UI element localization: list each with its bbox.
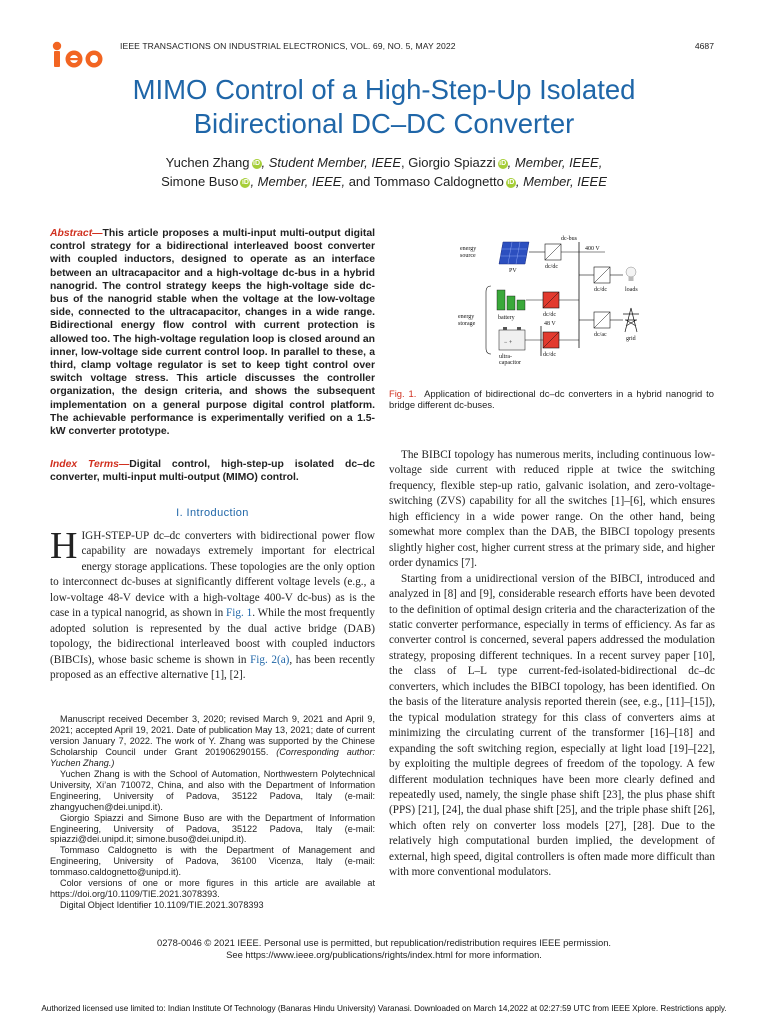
drop-cap: H — [50, 525, 78, 567]
footnote-affiliation: Yuchen Zhang is with the School of Automation, Northwestern Polytechnical University, Xi’an 710072, China, and also with the Department of Information Engineering, University of Padova, 35122 Padova, Italy (e-mail: zhangyuchen@dei.unipd.it). — [50, 768, 375, 812]
abstract-label: Abstract— — [50, 228, 103, 239]
battery-icon — [497, 290, 525, 310]
license-footer: Authorized licensed use limited to: Indian Institute Of Technology (Banaras Hindu University) Varanasi. Downloaded on March 14,2022 at 02:27:59 UTC from IEEE Xplore. Restrictions apply. — [41, 1004, 727, 1013]
svg-text:storage: storage — [458, 321, 476, 327]
figure-caption-text: Application of bidirectional dc–dc converters in a hybrid nanogrid to bridge different dc-buses. — [389, 388, 714, 411]
figure-ref-link[interactable]: Fig. 2(a) — [250, 653, 290, 666]
figure-caption-label: Fig. 1. — [389, 388, 417, 399]
orcid-icon[interactable]: iD — [241, 179, 249, 186]
grid-label: grid — [626, 336, 636, 342]
svg-text:ultra-: ultra- — [499, 354, 512, 360]
svg-text:dc/dc: dc/dc — [543, 312, 556, 318]
energy-source-label: energy — [460, 246, 477, 252]
intro-first-word: IGH-STEP-UP — [81, 530, 149, 542]
ultracapacitor-icon — [499, 327, 525, 350]
footnote-affiliation: Giorgio Spiazzi and Simone Buso are with the Department of Information Engineering, University of Padova, 35122 Padova, Italy (e-mail: spiazzi@dei.unipd.it; simone.buso@dei.unipd.it). — [50, 812, 375, 845]
paper-title — [40, 73, 728, 141]
right-column-body — [389, 448, 715, 881]
author-role: , Student Member, IEEE — [261, 155, 401, 170]
abstract — [50, 227, 375, 438]
pv-label: PV — [509, 268, 517, 274]
title-line-2: Bidirectional DC–DC Converter — [193, 108, 575, 139]
index-terms — [50, 458, 375, 484]
footnotes — [50, 714, 375, 911]
figure-caption — [389, 388, 714, 411]
section-heading: I. Introduction — [176, 507, 249, 519]
footnote-manuscript: Manuscript received December 3, 2020; revised March 9, 2021 and April 9, 2021; accepted April 19, 2021. Date of publication May 13, 2021; date of current version January 7, 2022. The work of Y. Zhang was supported by the Chinese Scholarship Council under Grant 201906290155. (Corresponding author: Yuchen Zhang.) — [50, 714, 375, 768]
index-terms-label: Index Terms— — [50, 459, 130, 470]
ies-logo — [50, 40, 106, 70]
loads-label: loads — [625, 287, 638, 293]
copyright-notice: 0278-0046 © 2021 IEEE. Personal use is permitted, but republication/redistribution requires IEEE permission. See https://www.ieee.org/publications/rights/index.html for more information. — [156, 937, 612, 960]
author-name: , Giorgio Spiazzi — [401, 155, 496, 170]
author-name: and Tommaso Caldognetto — [345, 174, 504, 189]
author-name: Yuchen Zhang — [165, 155, 250, 170]
figure-1-diagram — [455, 230, 680, 375]
footnote-color: Color versions of one or more figures in this article are available at https://doi.org/10.1109/TIE.2021.3078393. — [50, 878, 375, 900]
body-paragraph: Starting from a unidirectional version of the BIBCI, introduced and analyzed in [8] and [9], considerable research efforts have been devoted to the definition of optimal design criteria and the characterization of the static converter performance, especially in terms of efficiency. As far as converter control is concerned, several papers addressed the modulation strategy, proposing different techniques. In a recent survey paper [10], the class of L–L type current-fed-isolated-bidirectional dc–dc converters, which includes the BIBCI topology, has been identified. On the basis of the literature analysis reported therein (see, e.g., [11]–[15]), the typical modulation strategy for this class of converters aims at minimizing the circulating current of the transformer [16]–[18] and expanding the soft switching region, especially at light load [19]–[22], by exploiting the multiple degrees of freedom of the topology. A few different modulation techniques have been more clearly defined and repeatedly used, namely, the single phase shift [23], the plus phase shift (PPS) [21], [24], the dual phase shift [25], and the triple phase shift [26], which often rely on converter loss models [27], [28]. Due to the relatively high computational burden implied, the development of external, high speed, digital controllers is often made more difficult than with more conventional modulators. — [389, 572, 715, 879]
author-role: , Member, IEEE, — [250, 174, 346, 189]
author-list — [60, 153, 708, 191]
orcid-icon[interactable]: iD — [507, 179, 515, 186]
orcid-icon[interactable]: iD — [253, 160, 261, 167]
svg-text:capacitor: capacitor — [499, 360, 521, 366]
footnote-doi: Digital Object Identifier 10.1109/TIE.2021.3078393 — [60, 900, 264, 911]
title-line-1: MIMO Control of a High-Step-Up Isolated — [132, 74, 636, 105]
page-number: 4687 — [694, 41, 714, 51]
pv-panel-icon — [499, 242, 529, 264]
lightbulb-icon — [626, 267, 636, 281]
author-role: , Member, IEEE — [515, 174, 607, 189]
svg-text:dc/dc: dc/dc — [594, 287, 607, 293]
svg-text:source: source — [460, 253, 476, 259]
author-role: , Member, IEEE, — [507, 155, 603, 170]
footnote-affiliation: Tommaso Caldognetto is with the Department of Management and Engineering, University of Padova, 36100 Vicenza, Italy (e-mail: tommaso.caldognetto@unipd.it). — [50, 845, 375, 878]
abstract-text: This article proposes a multi-input multi-output digital control strategy for a bidirectional interleaved boost converter with coupled inductors, designed to operate as an interface between an ultracapacitor and a high-voltage dc-bus in a hybrid nanogrid. The control strategy keeps the high-voltage side dc-bus of the nanogrid stable when the voltage at the low-voltage side, connected to the ultracapacitor, changes in a wide range. Bidirectional energy flow control with current protection is allowed too. The high-voltage regulation loop is closed around an inner, low-voltage side current control loop. In parallel to these, a third, clamp voltage regulator is set to keep tight control over switch voltage stress. This article discusses the controller organization, the design criteria, and shows the subsequent implementation on a general purpose digital control platform. The achievable performance is experimentally verified on a 1.5-kW converter prototype. — [50, 228, 375, 438]
index-terms-text: Digital control, high-step-up isolated dc–dc converter, multi-input multi-output (MIMO) control. — [50, 459, 375, 484]
power-grid-tower-icon — [623, 308, 639, 332]
figure-ref-link[interactable]: Fig. 1 — [226, 607, 253, 620]
voltage-48v-label: 48 V — [544, 321, 556, 327]
svg-text:− +: − + — [504, 340, 513, 346]
dc-bus-label: dc-bus — [561, 236, 577, 242]
svg-text:dc/ac: dc/ac — [594, 332, 607, 338]
orcid-icon[interactable]: iD — [499, 160, 507, 167]
body-paragraph: The BIBCI topology has numerous merits, including continuous low-voltage side current with reduced ripple at twice the switching frequency, flexible step-up ratio, galvanic isolation, and zero-voltage-switching (ZVS) capability for all the switches [1]–[6], which ensures high efficiency in a wide power range. On the other hand, being somewhat more complex than the DAB, the BIBCI topology presents slightly higher cost, higher current stress at the primary side, and higher order dynamics [7]. — [389, 449, 715, 570]
voltage-400v-label: 400 V — [585, 246, 600, 252]
journal-header: IEEE TRANSACTIONS ON INDUSTRIAL ELECTRONICS, VOL. 69, NO. 5, MAY 2022 — [120, 41, 456, 51]
author-name: Simone Buso — [161, 174, 239, 189]
battery-label: battery — [498, 315, 515, 321]
intro-paragraph: HIGH-STEP-UP dc–dc converters with bidirectional power flow capability are nowadays extremely important for electrical energy storage applications. These topologies are the only option to interconnect dc-buses at significantly different voltage levels (e.g., a low-voltage 48-V device with a high-voltage 400-V dc-bus) as is the case in a typical nanogrid, as shown in Fig. 1. While the most frequently adopted solution is represented by the dual active bridge (DAB) topology, the bidirectional interleaved boost with coupled inductors (BIBCIs), whose basic scheme is shown in Fig. 2(a), has been recently proposed as an effective alternative [1], [2]. — [50, 525, 376, 682]
svg-text:dc/dc: dc/dc — [545, 264, 558, 270]
svg-text:dc/dc: dc/dc — [543, 352, 556, 358]
svg-text:energy: energy — [458, 314, 475, 320]
